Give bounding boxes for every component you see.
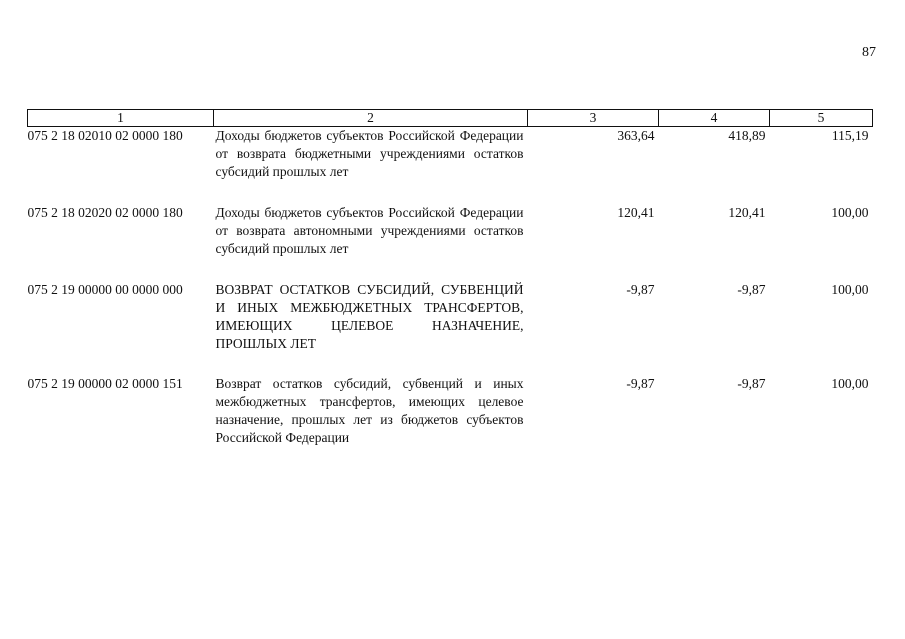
value-col-4: -9,87 — [737, 282, 766, 297]
header-col-4: 4 — [659, 110, 770, 127]
revenue-name: Доходы бюджетов субъектов Российской Федерации от возврата бюджетными учреждениями остатков субсидий прошлых лет — [215, 128, 524, 179]
header-col-5: 5 — [770, 110, 873, 127]
value-col-3: -9,87 — [626, 376, 655, 391]
value-col-3: 363,64 — [617, 128, 655, 143]
value-col-4: -9,87 — [737, 376, 766, 391]
header-col-3: 3 — [528, 110, 659, 127]
budget-code: 075 2 19 00000 02 0000 151 — [27, 376, 183, 391]
budget-table — [27, 109, 873, 470]
revenue-name: Доходы бюджетов субъектов Российской Федерации от возврата автономными учреждениями остатков субсидий прошлых лет — [215, 205, 524, 256]
table-row — [28, 127, 873, 205]
value-col-5: 100,00 — [831, 205, 869, 220]
budget-code: 075 2 18 02010 02 0000 180 — [27, 128, 183, 143]
revenue-name: ВОЗВРАТ ОСТАТКОВ СУБСИДИЙ, СУБВЕНЦИЙ И ИНЫХ МЕЖБЮДЖЕТНЫХ ТРАНСФЕРТОВ, ИМЕЮЩИХ ЦЕЛЕВОЕ НАЗНАЧЕНИЕ, ПРОШЛЫХ ЛЕТ — [215, 282, 524, 351]
revenue-name: Возврат остатков субсидий, субвенций и иных межбюджетных трансфертов, имеющих целевое назначение, прошлых лет из бюджетов субъектов Российской Федерации — [215, 376, 524, 445]
header-col-1: 1 — [28, 110, 214, 127]
table-row — [28, 204, 873, 281]
value-col-5: 100,00 — [831, 376, 869, 391]
header-col-2: 2 — [214, 110, 528, 127]
value-col-3: -9,87 — [626, 282, 655, 297]
table-row — [28, 281, 873, 375]
value-col-5: 100,00 — [831, 282, 869, 297]
value-col-4: 120,41 — [728, 205, 766, 220]
value-col-3: 120,41 — [617, 205, 655, 220]
budget-code: 075 2 18 02020 02 0000 180 — [27, 205, 183, 220]
budget-code: 075 2 19 00000 00 0000 000 — [27, 282, 183, 297]
page-number: 87 — [862, 45, 876, 60]
value-col-5: 115,19 — [831, 128, 869, 143]
value-col-4: 418,89 — [728, 128, 766, 143]
table-row — [28, 375, 873, 470]
table-header-row — [28, 110, 873, 127]
